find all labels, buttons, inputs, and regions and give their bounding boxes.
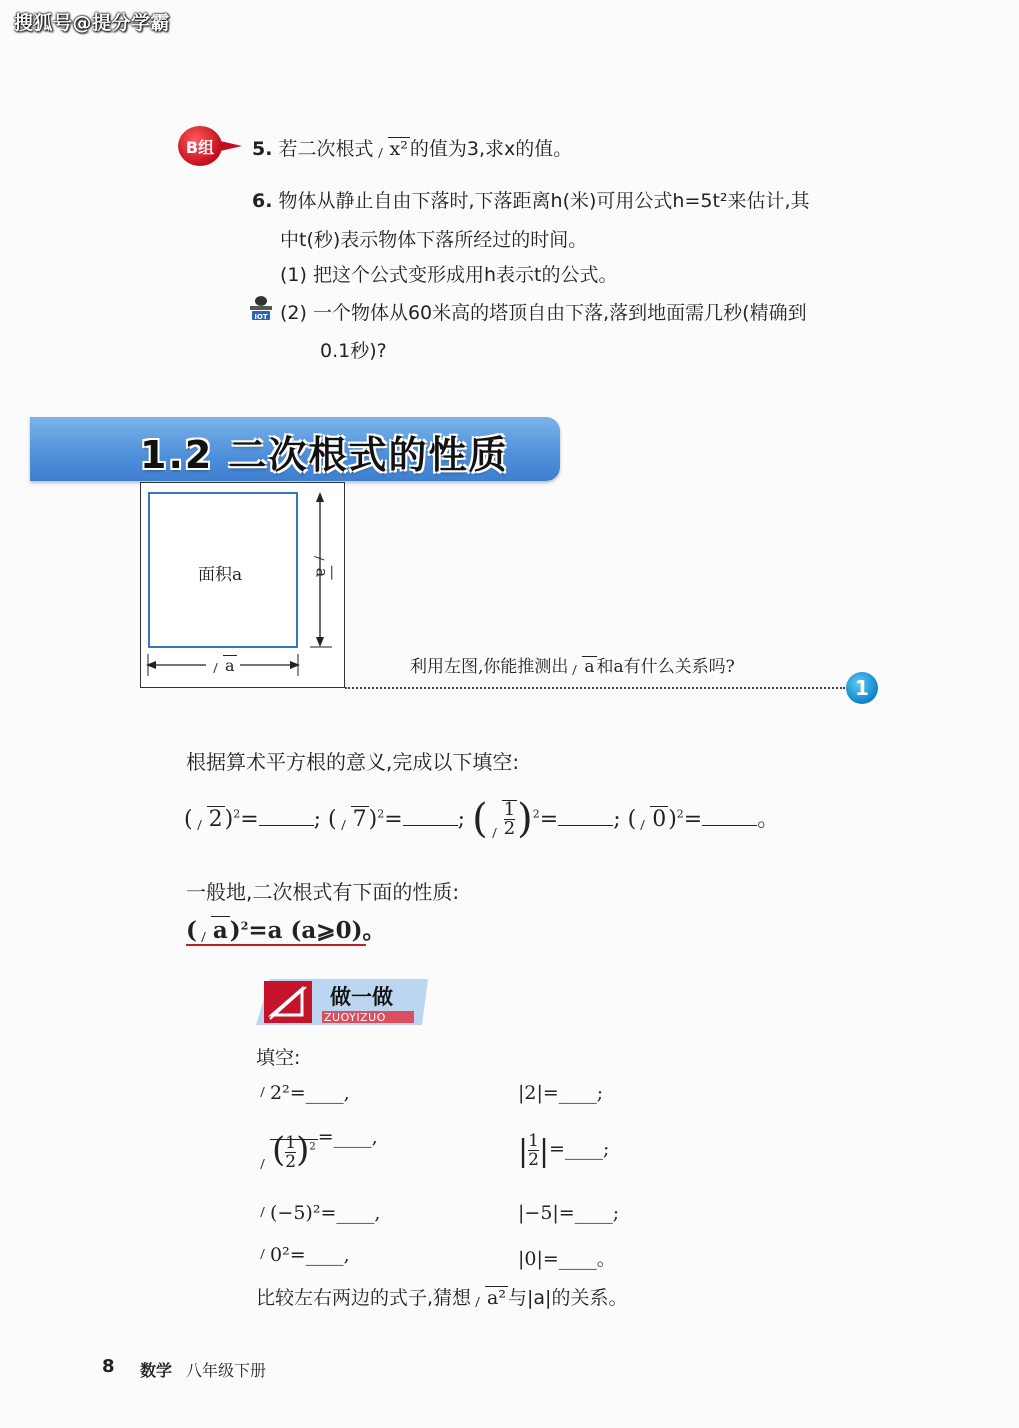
- blank[interactable]: [702, 807, 757, 826]
- property-formula: ( a)$^2$=a (a⩾0)。: [186, 917, 386, 944]
- question-6-part2-line2: 0.1秒)?: [320, 340, 387, 362]
- activity-left-3: (−5)²=____,: [270, 1202, 381, 1224]
- exercise-marker: 1: [846, 672, 878, 704]
- section-title: 1.2 二次根式的性质: [140, 433, 509, 477]
- svg-text:IOT: IOT: [254, 313, 268, 321]
- activity-title: 做一做: [330, 985, 393, 1009]
- activity-right-1: |2|=____;: [518, 1082, 604, 1104]
- question-6-part2-line1: (2) 一个物体从60米高的塔顶自由下落,落到地面需几秒(精确到: [280, 302, 807, 324]
- activity-left-4: 0²=____,: [270, 1244, 350, 1266]
- vertical-side-label: a: [312, 552, 331, 580]
- page-number: 8: [102, 1356, 115, 1377]
- footer-grade: 八年级下册: [186, 1361, 267, 1380]
- group-b-badge: B组: [178, 126, 222, 166]
- figure-prompt: 利用左图,你能推测出 a 和a有什么关系吗?: [410, 657, 735, 677]
- area-label: 面积a: [198, 565, 243, 585]
- calculator-icon: [246, 292, 276, 322]
- compare-text: 比较左右两边的式子,猜想 a² 与|a|的关系。: [256, 1287, 628, 1309]
- blank[interactable]: [403, 807, 458, 826]
- watermark: 搜狐号@提分学霸: [14, 12, 171, 34]
- question-6-part1: (1) 把这个公式变形成用h表示t的公式。: [280, 264, 618, 286]
- activity-right-2: | $\frac{1}{2}$ |=____;: [518, 1131, 610, 1170]
- activity-left-1: 2²=____,: [270, 1082, 350, 1104]
- question-6-line2: 中t(秒)表示物体下落所经过的时间。: [280, 229, 588, 251]
- fill-label: 填空:: [256, 1047, 301, 1069]
- property-intro: 一般地,二次根式有下面的性质:: [186, 880, 460, 904]
- activity-left-2: ( $\frac{1}{2}$ )$^2$ =____,: [256, 1126, 378, 1171]
- footer-subject: 数学: [140, 1361, 173, 1380]
- intro-text: 根据算术平方根的意义,完成以下填空:: [186, 750, 520, 774]
- activity-right-4: |0|=____。: [518, 1248, 616, 1270]
- activity-subtitle: ZUOYIZUO: [324, 1011, 386, 1024]
- blank[interactable]: [259, 807, 314, 826]
- fill-row: ( 2)$^2$= ; ( 7)$^2$= ; ( $\frac{1}{2}$ )$^2$= ; ( 0)$^2$= 。: [184, 796, 780, 842]
- question-5: 5. 若二次根式 x² 的值为3,求x的值。: [252, 138, 573, 160]
- horizontal-side-label: a: [206, 656, 240, 675]
- question-6-line1: 6. 物体从静止自由下落时,下落距离h(米)可用公式h=5t²来估计,其: [252, 190, 810, 212]
- radical: x²: [374, 138, 410, 160]
- property-underline: [186, 944, 366, 946]
- activity-right-3: |−5|=____;: [518, 1202, 620, 1224]
- blank[interactable]: [558, 807, 613, 826]
- dotted-leader: [345, 687, 845, 689]
